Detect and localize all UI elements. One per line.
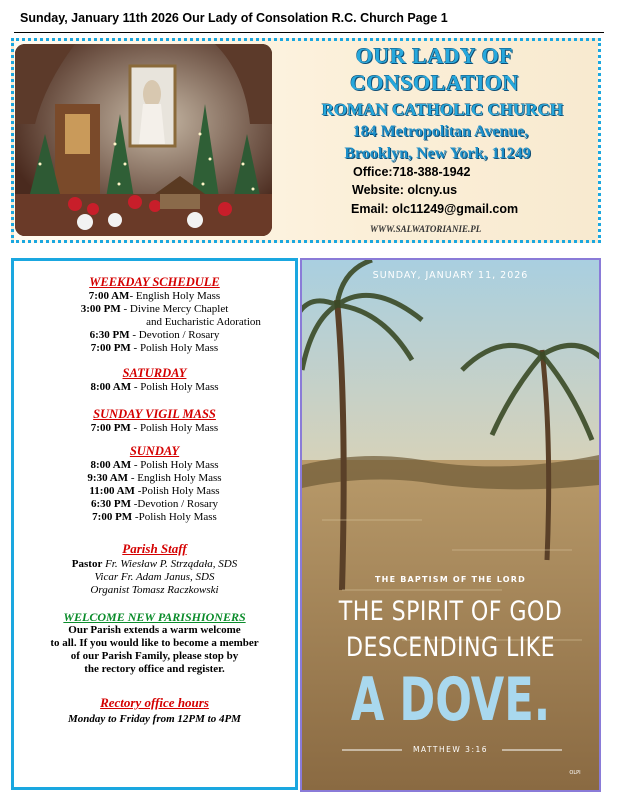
poster-feast: THE BAPTISM OF THE LORD — [375, 575, 526, 584]
rectory-hours: Monday to Friday from 12PM to 4PM — [68, 713, 241, 725]
weekday-row: 6:30 PM - Devotion / Rosary — [89, 329, 220, 341]
sunday-row: 11:00 AM -Polish Holy Mass — [89, 485, 220, 497]
website-link[interactable]: Website: olcny.us — [352, 183, 458, 197]
poster-line-1: THE SPIRIT OF GOD — [338, 596, 563, 627]
welcome-line: to all. If you would like to become a member — [50, 637, 259, 649]
welcome-line: Our Parish extends a warm welcome — [68, 624, 241, 636]
sunday-row: 8:00 AM - Polish Holy Mass — [90, 459, 219, 471]
sunday-row: 9:30 AM - English Holy Mass — [87, 472, 222, 484]
page-header-line: Sunday, January 11th 2026 Our Lady of Consolation R.C. Church Page 1 — [20, 11, 448, 25]
church-title-line-2: CONSOLATION — [350, 70, 519, 95]
salwatorianie-link[interactable]: WWW.SALWATORIANIE.PL — [370, 224, 482, 234]
email-link[interactable]: Email: olc11249@gmail.com — [351, 202, 519, 216]
welcome-line: the rectory office and register. — [84, 663, 225, 675]
church-address-line-1: 184 Metropolitan Avenue, — [352, 123, 529, 140]
poster-date: SUNDAY, JANUARY 11, 2026 — [372, 270, 529, 281]
church-title-line-1: OUR LADY OF — [355, 43, 514, 68]
church-subtitle: ROMAN CATHOLIC CHURCH — [321, 100, 564, 119]
saturday-row: 8:00 AM - Polish Holy Mass — [90, 381, 219, 393]
vigil-heading: SUNDAY VIGIL MASS — [93, 407, 216, 421]
office-phone: Office:718-388-1942 — [353, 165, 471, 179]
vicar-line: Vicar Fr. Adam Janus, SDS — [94, 571, 215, 583]
welcome-heading: WELCOME NEW PARISHIONERS — [63, 610, 246, 624]
saturday-heading: SATURDAY — [122, 366, 187, 380]
sunday-row: 7:00 PM -Polish Holy Mass — [92, 511, 217, 523]
parish-staff-heading: Parish Staff — [122, 541, 187, 556]
welcome-line: of our Parish Family, please stop by — [70, 650, 239, 662]
organist-line: Organist Tomasz Raczkowski — [90, 584, 219, 596]
weekday-row: 7:00 PM - Polish Holy Mass — [90, 342, 219, 354]
sunday-row: 6:30 PM -Devotion / Rosary — [90, 498, 219, 510]
church-interior-photo — [15, 44, 272, 236]
header-rule — [14, 32, 604, 33]
weekday-heading: WEEKDAY SCHEDULE — [89, 275, 220, 289]
weekday-row: 7:00 AM- English Holy Mass — [88, 290, 221, 302]
poster-logo: OLPI — [569, 770, 581, 776]
poster-scripture-ref: MATTHEW 3:16 — [412, 745, 489, 754]
church-address-line-2: Brooklyn, New York, 11249 — [344, 145, 531, 162]
pastor-line: Pastor Fr. Wiesław P. Strządała, SDS — [71, 558, 238, 570]
rectory-heading: Rectory office hours — [100, 695, 209, 710]
weekday-row: and Eucharistic Adoration — [146, 316, 261, 328]
vigil-row: 7:00 PM - Polish Holy Mass — [90, 422, 219, 434]
poster-line-2: DESCENDING LIKE — [346, 632, 555, 663]
weekday-row: 3:00 PM - Divine Mercy Chaplet — [80, 303, 229, 315]
poster-line-3: A DOVE. — [350, 665, 551, 735]
sunday-heading: SUNDAY — [129, 444, 180, 458]
